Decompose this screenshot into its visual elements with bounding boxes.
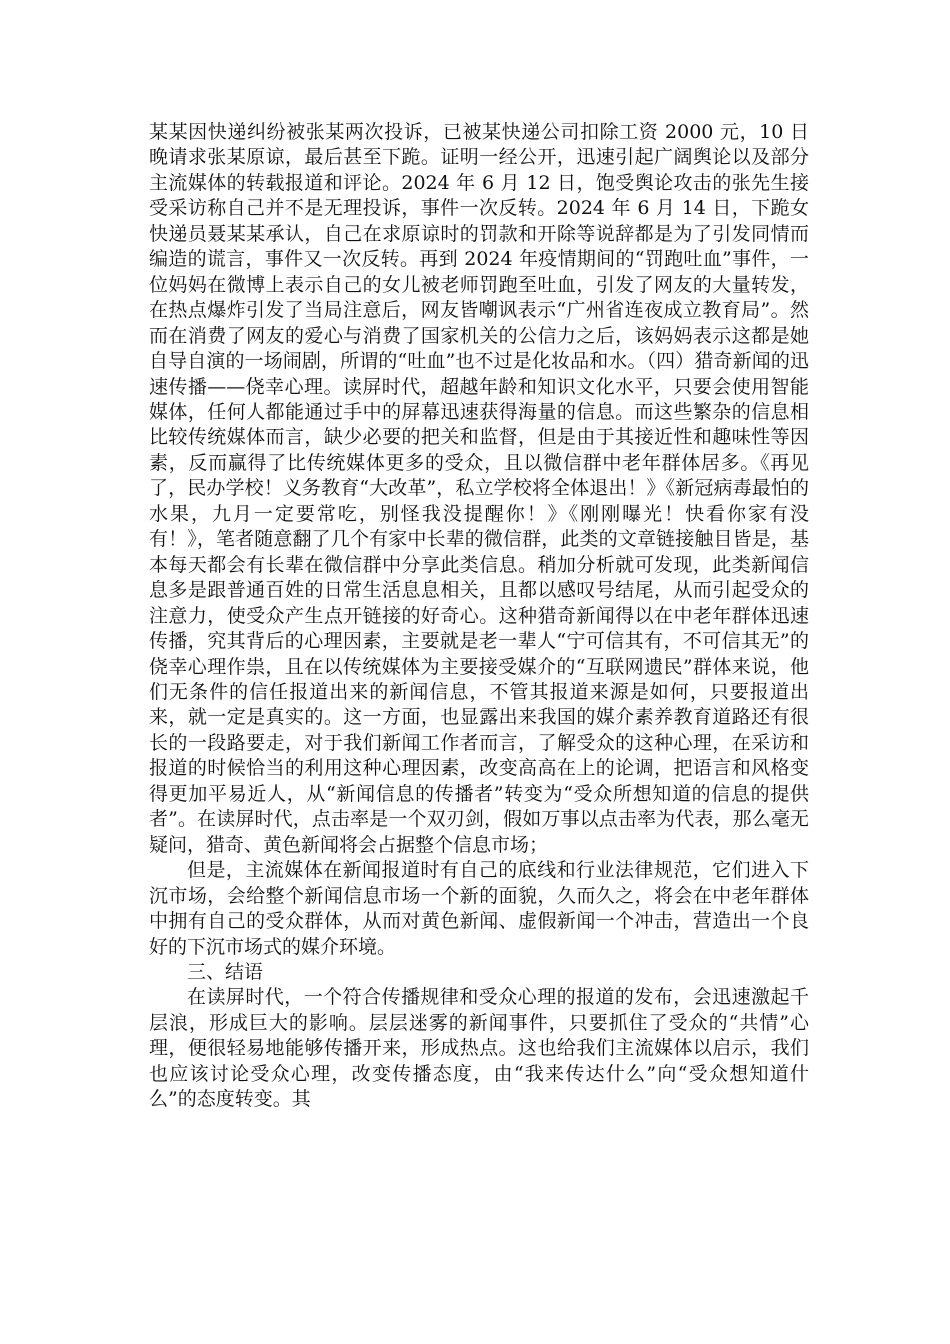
paragraph-conclusion: 在读屏时代，一个符合传播规律和受众心理的报道的发布，会迅速激起千层浪，形成巨大的影响。层层迷雾的新闻事件，只要抓住了受众的“共情”心理，便很轻易地能够传播开来，形成热点。这也给我们主流媒体以启示，我们也应该讨论受众心理，改变传播态度，由“我来传达什么”向“受众想知道什么”的态度转变。其 — [149, 986, 809, 1111]
paragraph-continued: 某某因快递纠纷被张某两次投诉，已被某快递公司扣除工资 2000 元，10 日晚请求张某原谅，最后甚至下跪。证明一经公开，迅速引起广阔舆论以及部分主流媒体的转载报道和评论。2024 年 6 月 12 日，饱受舆论攻击的张先生接受采访称自己并不是无理投诉，事件一次反转。2024 年 6 月 14 日，下跪女快递员聂某某承认，自己在求原谅时的罚款和开除等说辞都是为了引发同情而编造的谎言，事件又一次反转。再到 2024 年疫情期间的“罚跑吐血”事件，一位妈妈在微博上表示自己的女儿被老师罚跑至吐血，引发了网友的大量转发，在热点爆炸引发了当局注意后，网友皆嘲讽表示“广州省连夜成立教育局”。然而在消费了网友的爱心与消费了国家机关的公信力之后，该妈妈表示这都是她自导自演的一场闹剧，所谓的“吐血”也不过是化妆品和水。（四）猎奇新闻的迅速传播——侥幸心理。读屏时代，超越年龄和知识文化水平，只要会使用智能媒体，任何人都能通过手中的屏幕迅速获得海量的信息。而这些繁杂的信息相比较传统媒体而言，缺少必要的把关和监督，但是由于其接近性和趣味性等因素，反而赢得了比传统媒体更多的受众，且以微信群中老年群体居多。《再见了，民办学校！义务教育“大改革”，私立学校将全体退出！》《新冠病毒最怕的水果，九月一定要常吃，别怪我没提醒你！》《刚刚曝光！快看你家有没有！》，笔者随意翻了几个有家中长辈的微信群，此类的文章链接触目皆是，基本每天都会有长辈在微信群中分享此类信息。稍加分析就可发现，此类新闻信息多是跟普通百姓的日常生活息息相关，且都以感叹号结尾，从而引起受众的注意力，使受众产生点开链接的好奇心。这种猎奇新闻得以在中老年群体迅速传播，究其背后的心理因素，主要就是老一辈人“宁可信其有，不可信其无”的侥幸心理作祟，且在以传统媒体为主要接受媒介的“互联网遗民”群体来说，他们无条件的信任报道出来的新闻信息，不管其报道来源是如何，只要报道出来，就一定是真实的。这一方面，也显露出来我国的媒介素养教育道路还有很长的一段路要走，对于我们新闻工作者而言，了解受众的这种心理，在采访和报道的时候恰当的利用这种心理因素，改变高高在上的论调，把语言和风格变得更加平易近人，从“新闻信息的传播者”转变为“受众所想知道的信息的提供者”。在读屏时代，点击率是一个双刃剑，假如万事以点击率为代表，那么毫无疑问，猎奇、黄色新闻将会占据整个信息市场； — [149, 121, 809, 856]
section-heading: 三、结语 — [187, 960, 264, 983]
paragraph-mainstream-media: 但是，主流媒体在新闻报道时有自己的底线和行业法律规范，它们进入下沉市场，会给整个新闻信息市场一个新的面貌，久而久之，将会在中老年群体中拥有自己的受众群体，从而对黄色新闻、虚假新闻一个冲击，营造出一个良好的下沉市场式的媒介环境。 — [149, 859, 809, 958]
document-body — [149, 120, 809, 1113]
